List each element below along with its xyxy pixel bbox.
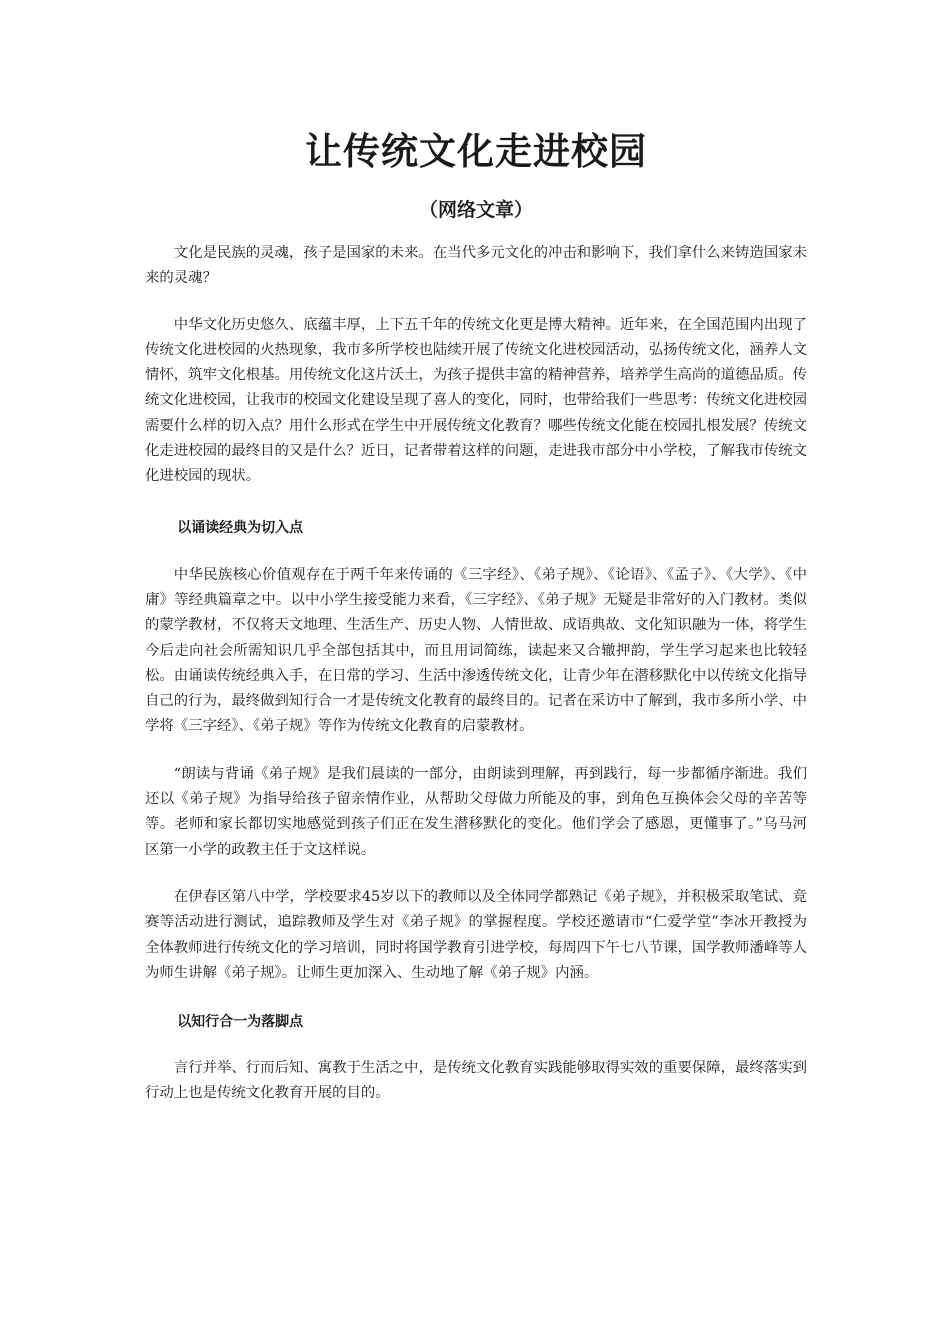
section-heading-knowledge-action: 以知行合一为落脚点	[177, 1014, 304, 1031]
paragraph-conclusion: 言行并举、行而后知、寓教于生活之中，是传统文化教育实践能够取得实效的重要保障，最终落实到行动上也是传统文化教育开展的目的。	[145, 1060, 807, 1102]
paragraph-intro: 文化是民族的灵魂，孩子是国家的未来。在当代多元文化的冲击和影响下，我们拿什么来铸造国家未来的灵魂？	[145, 245, 807, 287]
document-page	[145, 128, 807, 1107]
paragraph-background: 中华文化历史悠久、底蕴丰厚，上下五千年的传统文化更是博大精神。近年来，在全国范围内出现了传统文化进校园的火热现象，我市多所学校也陆续开展了传统文化进校园活动，弘扬传统文化，涵养人文情怀，筑牢文化根基。用传统文化这片沃土，为孩子提供丰富的精神营养，培养学生高尚的道德品质。传统文化进校园，让我市的校园文化建设呈现了喜人的变化，同时，也带给我们一些思考：传统文化进校园需要什么样的切入点？用什么形式在学生中开展传统文化教育？哪些传统文化能在校园扎根发展？传统文化走进校园的最终目的又是什么？近日，记者带着这样的问题，走进我市部分中小学校，了解我市传统文化进校园的现状。	[145, 316, 807, 485]
paragraph-eighth-middle-school: 在伊春区第八中学，学校要求45岁以下的教师以及全体同学都熟记《弟子规》，并积极采取笔试、竞赛等活动进行测试，追踪教师及学生对《弟子规》的掌握程度。学校还邀请市“仁爱学堂”李冰开教授为全体教师进行传统文化的学习培训，同时将国学教育引进学校，每周四下午七八节课，国学教师潘峰等人为师生讲解《弟子规》。让师生更加深入、生动地了解《弟子规》内涵。	[145, 888, 807, 981]
article-subtitle: （网络文章）	[418, 199, 533, 221]
paragraph-classics: 中华民族核心价值观存在于两千年来传诵的《三字经》、《弟子规》、《论语》、《孟子》、《大学》、《中庸》等经典篇章之中。以中小学生接受能力来看，《三字经》、《弟子规》无疑是非常好的入门教材。类似的蒙学教材，不仅将天文地理、生活生产、历史人物、人情世故、成语典故、文化知识融为一体，将学生今后走向社会所需知识几乎全部包括其中，而且用词简练，读起来又合辙押韵，学生学习起来也比较轻松。由诵读传统经典入手，在日常的学习、生活中渗透传统文化，让青少年在潜移默化中以传统文化指导自己的行为，最终做到知行合一才是传统文化教育的最终目的。记者在采访中了解到，我市多所小学、中学将《三字经》、《弟子规》等作为传统文化教育的启蒙教材。	[145, 566, 807, 735]
article-title: 让传统文化走进校园	[305, 130, 647, 173]
paragraph-quote: “朗读与背诵《弟子规》是我们晨读的一部分，由朗读到理解，再到践行，每一步都循序渐进。我们还以《弟子规》为指导给孩子留亲情作业，从帮助父母做力所能及的事，到角色互换体会父母的辛苦等等。老师和家长都切实地感觉到孩子们正在发生潜移默化的变化。他们学会了感恩，更懂事了。”乌马河区第一小学的政教主任于文这样说。	[145, 765, 807, 858]
section-heading-reading-classics: 以诵读经典为切入点	[177, 519, 304, 536]
